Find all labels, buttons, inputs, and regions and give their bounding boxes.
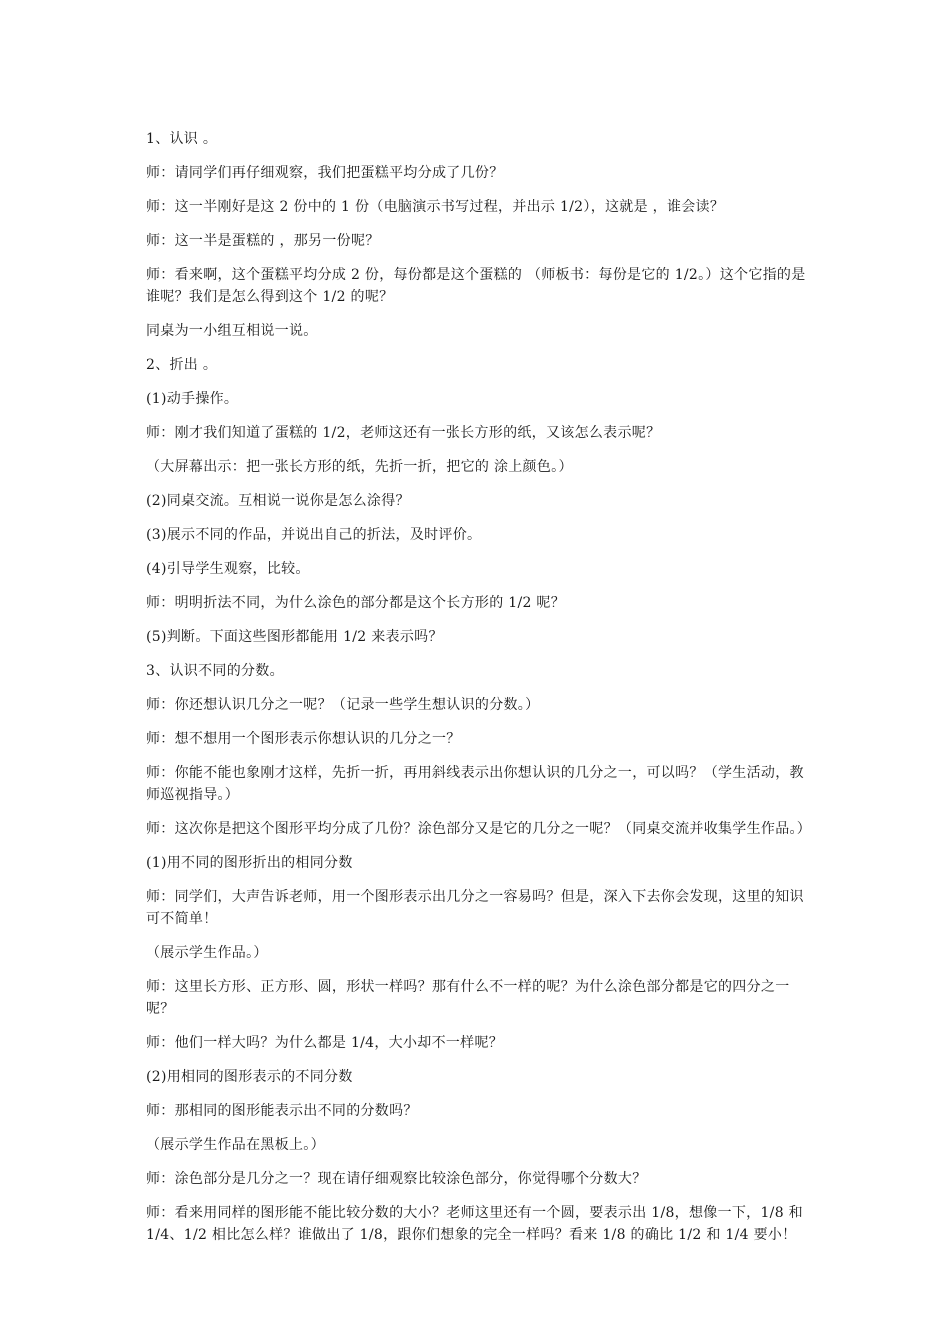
paragraph: 师：请同学们再仔细观察，我们把蛋糕平均分成了几份？ xyxy=(146,165,504,181)
paragraph: (3)展示不同的作品，并说出自己的折法，及时评价。 xyxy=(146,527,482,543)
paragraph: （大屏幕出示：把一张长方形的纸，先折一折，把它的 涂上颜色。） xyxy=(146,459,573,475)
paragraph: (1)用不同的图形折出的相同分数 xyxy=(146,855,353,871)
section-heading: 3、认识不同的分数。 xyxy=(146,663,284,679)
paragraph: 师：这次你是把这个图形平均分成了几份？涂色部分又是它的几分之一呢？（同桌交流并收集学生作品。） xyxy=(146,821,812,837)
paragraph: （展示学生作品。） xyxy=(146,945,268,961)
paragraph: 师：你能不能也象刚才这样，先折一折，再用斜线表示出你想认识的几分之一，可以吗？（学生活动，教师巡视指导。） xyxy=(146,765,804,803)
paragraph: 同桌为一小组互相说一说。 xyxy=(146,323,318,339)
paragraph: 师：那相同的图形能表示出不同的分数吗？ xyxy=(146,1103,418,1119)
paragraph: 师：看来用同样的图形能不能比较分数的大小？老师这里还有一个圆，要表示出 1/8，想像一下，1/8 和 1/4、1/2 相比怎么样？谁做出了 1/8，跟你们想象的完全一样吗？看来 1/8 的确比 1/2 和 1/4 要小！ xyxy=(146,1205,803,1243)
paragraph: 师：这里长方形、正方形、圆，形状一样吗？那有什么不一样的呢？为什么涂色部分都是它的四分之一呢？ xyxy=(146,979,790,1017)
paragraph: 1、认识 。 xyxy=(146,131,218,147)
paragraph: （展示学生作品在黑板上。） xyxy=(146,1137,325,1153)
paragraph: 师：刚才我们知道了蛋糕的 1/2，老师这还有一张长方形的纸，又该怎么表示呢？ xyxy=(146,425,661,441)
paragraph: (2)同桌交流。互相说一说你是怎么涂得？ xyxy=(146,493,410,509)
paragraph: (5)判断。下面这些图形都能用 1/2 来表示吗？ xyxy=(146,629,443,645)
paragraph: (4)引导学生观察，比较。 xyxy=(146,561,310,577)
section-heading: 2、折出 。 xyxy=(146,357,218,373)
paragraph: 师：这一半是蛋糕的 ，那另一份呢？ xyxy=(146,233,380,249)
paragraph: 师：涂色部分是几分之一？现在请仔细观察比较涂色部分，你觉得哪个分数大？ xyxy=(146,1171,647,1187)
paragraph: 师：同学们，大声告诉老师，用一个图形表示出几分之一容易吗？但是，深入下去你会发现，这里的知识可不简单！ xyxy=(146,889,804,927)
paragraph: 师：想不想用一个图形表示你想认识的几分之一？ xyxy=(146,731,461,747)
document-body xyxy=(146,128,810,1258)
paragraph: 师：这一半刚好是这 2 份中的 1 份（电脑演示书写过程，并出示 1/2），这就是 ，谁会读？ xyxy=(146,199,725,215)
paragraph: 师：他们一样大吗？为什么都是 1/4，大小却不一样呢？ xyxy=(146,1035,504,1051)
paragraph: (2)用相同的图形表示的不同分数 xyxy=(146,1069,353,1085)
paragraph: 师：你还想认识几分之一呢？（记录一些学生想认识的分数。） xyxy=(146,697,540,713)
paragraph: 师：明明折法不同，为什么涂色的部分都是这个长方形的 1/2 呢？ xyxy=(146,595,566,611)
paragraph: (1)动手操作。 xyxy=(146,391,239,407)
paragraph: 师：看来啊，这个蛋糕平均分成 2 份，每份都是这个蛋糕的 （师板书：每份是它的 1/2。）这个它指的是谁呢？我们是怎么得到这个 1/2 的呢？ xyxy=(146,267,806,305)
